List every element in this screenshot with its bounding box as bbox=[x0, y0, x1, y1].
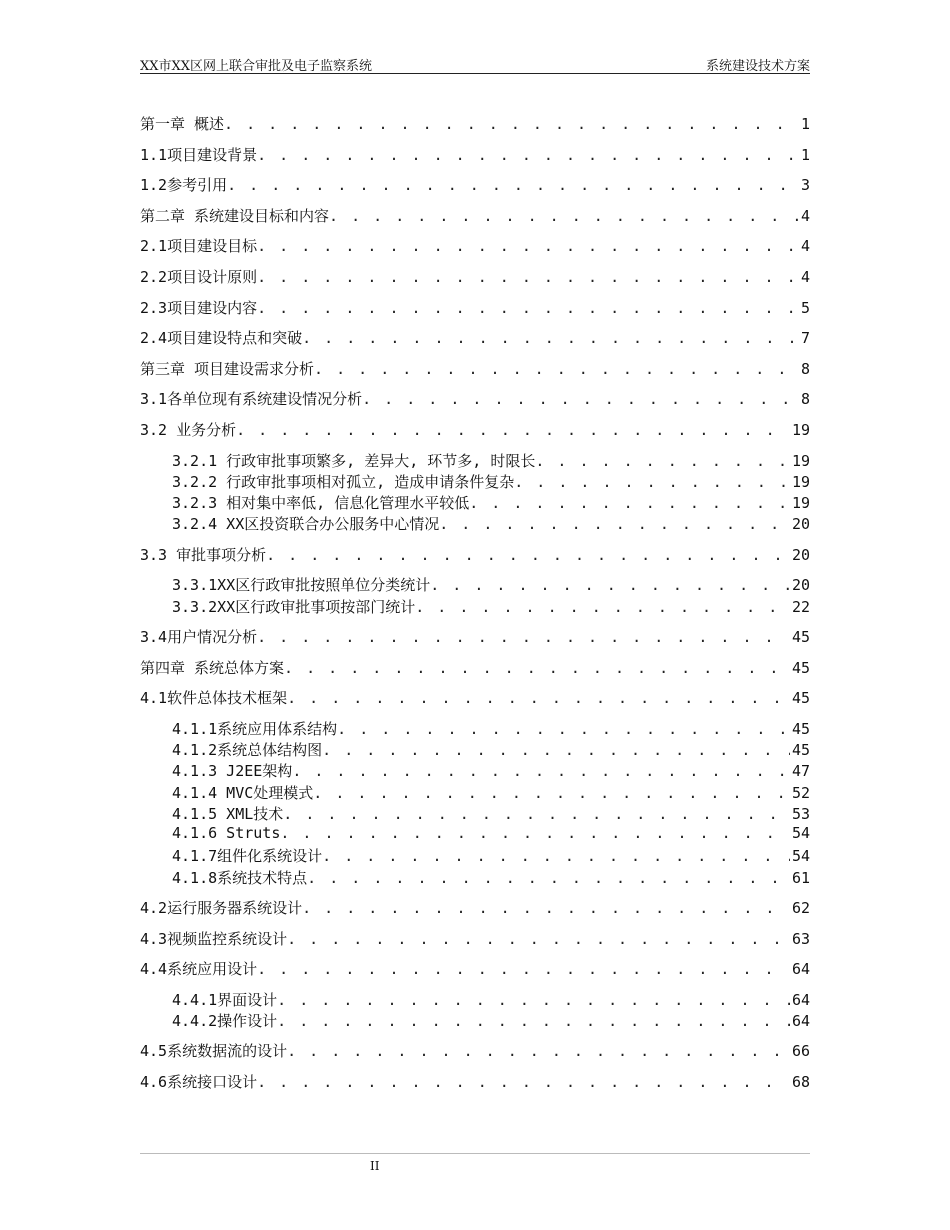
toc-entry[interactable] bbox=[140, 657, 810, 683]
toc-subentry[interactable] bbox=[140, 739, 810, 760]
toc-dot-leader bbox=[469, 494, 790, 512]
toc-page-number: 22 bbox=[791, 597, 810, 616]
toc-page-number: 19 bbox=[791, 451, 810, 470]
toc-entry[interactable] bbox=[140, 544, 810, 570]
toc-page-number: 8 bbox=[800, 390, 810, 409]
toc-page-number: 45 bbox=[791, 689, 810, 708]
toc-subentry[interactable] bbox=[140, 513, 810, 534]
toc-entry[interactable] bbox=[140, 174, 810, 200]
toc-entry[interactable] bbox=[140, 113, 810, 139]
toc-entry-title: 4.1.6 Struts bbox=[172, 824, 281, 843]
toc-dot-leader bbox=[257, 1073, 790, 1091]
toc-dot-leader bbox=[329, 207, 799, 225]
toc-subentry[interactable] bbox=[140, 492, 810, 513]
toc-dot-leader bbox=[302, 329, 799, 347]
toc-entry-title: 3.3.1XX区行政审批按照单位分类统计 bbox=[172, 576, 431, 595]
toc-page-number: 1 bbox=[800, 145, 810, 164]
toc-entry[interactable] bbox=[140, 235, 810, 261]
toc-page-number: 7 bbox=[800, 329, 810, 348]
toc-entry[interactable] bbox=[140, 928, 810, 954]
toc-subentry[interactable] bbox=[140, 1010, 810, 1031]
toc-entry[interactable] bbox=[140, 205, 810, 231]
toc-entry-title: 2.3项目建设内容 bbox=[140, 298, 258, 317]
toc-page-number: 8 bbox=[800, 359, 810, 378]
toc-dot-leader bbox=[280, 824, 790, 842]
toc-entry-title: 4.1软件总体技术框架 bbox=[140, 689, 288, 708]
toc-dot-leader bbox=[257, 146, 799, 164]
toc-page-number: 45 bbox=[791, 627, 810, 646]
toc-entry-title: 3.1各单位现有系统建设情况分析 bbox=[140, 390, 363, 409]
toc-page-number: 5 bbox=[800, 298, 810, 317]
toc-page-number: 61 bbox=[791, 868, 810, 887]
toc-dot-leader bbox=[322, 741, 790, 759]
table-of-contents bbox=[140, 113, 810, 1102]
toc-entry[interactable] bbox=[140, 388, 810, 414]
toc-page-number: 3 bbox=[800, 176, 810, 195]
toc-page-number: 45 bbox=[791, 740, 810, 759]
toc-entry-title: 1.1项目建设背景 bbox=[140, 145, 258, 164]
toc-entry[interactable] bbox=[140, 958, 810, 984]
toc-entry-title: 4.1.7组件化系统设计 bbox=[172, 847, 323, 866]
toc-dot-leader bbox=[287, 930, 790, 948]
toc-page-number: 64 bbox=[791, 960, 810, 979]
toc-entry-title: 第四章 系统总体方案 bbox=[140, 658, 285, 677]
toc-entry-title: 3.3.2XX区行政审批事项按部门统计 bbox=[172, 597, 416, 616]
toc-dot-leader bbox=[236, 421, 790, 439]
toc-entry-title: 4.2运行服务器系统设计 bbox=[140, 899, 303, 918]
toc-page-number: 20 bbox=[791, 545, 810, 564]
toc-subentry[interactable] bbox=[140, 782, 810, 803]
toc-page-number: 47 bbox=[791, 762, 810, 781]
page-footer bbox=[140, 1153, 810, 1173]
toc-page-number: 64 bbox=[791, 1012, 810, 1031]
toc-dot-leader bbox=[224, 115, 799, 133]
toc-subentry[interactable] bbox=[140, 718, 810, 739]
toc-entry[interactable] bbox=[140, 266, 810, 292]
toc-dot-leader bbox=[337, 720, 790, 738]
toc-page-number: 4 bbox=[800, 267, 810, 286]
toc-entry-title: 4.6系统接口设计 bbox=[140, 1073, 258, 1092]
toc-dot-leader bbox=[322, 847, 790, 865]
toc-page-number: 64 bbox=[791, 990, 810, 1009]
toc-entry-title: 4.4.2操作设计 bbox=[172, 1012, 278, 1031]
toc-entry-title: 4.4系统应用设计 bbox=[140, 960, 258, 979]
toc-page-number: 66 bbox=[791, 1042, 810, 1061]
toc-dot-leader bbox=[277, 991, 790, 1009]
toc-page-number: 63 bbox=[791, 929, 810, 948]
toc-dot-leader bbox=[277, 1012, 790, 1030]
toc-dot-leader bbox=[430, 576, 790, 594]
toc-entry-title: 3.2 业务分析 bbox=[140, 420, 237, 439]
toc-page-number: 54 bbox=[791, 847, 810, 866]
toc-entry-title: 4.1.3 J2EE架构 bbox=[172, 762, 293, 781]
toc-dot-leader bbox=[314, 360, 799, 378]
toc-entry[interactable] bbox=[140, 419, 810, 445]
toc-page-number: 45 bbox=[791, 719, 810, 738]
toc-dot-leader bbox=[257, 299, 799, 317]
toc-dot-leader bbox=[284, 659, 790, 677]
toc-dot-leader bbox=[287, 1042, 790, 1060]
toc-dot-leader bbox=[292, 762, 790, 780]
toc-dot-leader bbox=[439, 515, 790, 533]
toc-entry-title: 1.2参考引用 bbox=[140, 176, 228, 195]
toc-subentry[interactable] bbox=[140, 845, 810, 866]
toc-dot-leader bbox=[266, 546, 790, 564]
toc-page-number: 19 bbox=[791, 472, 810, 491]
toc-entry-title: 2.1项目建设目标 bbox=[140, 237, 258, 256]
toc-dot-leader bbox=[313, 784, 790, 802]
toc-subentry[interactable] bbox=[140, 596, 810, 617]
toc-entry-title: 第三章 项目建设需求分析 bbox=[140, 359, 315, 378]
header-section-title: 系统建设技术方案 bbox=[705, 59, 810, 74]
toc-page-number: 19 bbox=[791, 420, 810, 439]
toc-entry-title: 2.2项目设计原则 bbox=[140, 267, 258, 286]
toc-subentry[interactable] bbox=[140, 574, 810, 595]
toc-dot-leader bbox=[362, 390, 799, 408]
toc-entry-title: 2.4项目建设特点和突破 bbox=[140, 329, 303, 348]
toc-entry[interactable] bbox=[140, 327, 810, 353]
page-header bbox=[140, 53, 810, 74]
toc-page-number: 45 bbox=[791, 658, 810, 677]
toc-subentry[interactable] bbox=[140, 824, 810, 845]
toc-subentry[interactable] bbox=[140, 450, 810, 471]
toc-page-number: 1 bbox=[800, 115, 810, 133]
toc-entry-title: 4.4.1界面设计 bbox=[172, 990, 278, 1009]
toc-entry[interactable] bbox=[140, 626, 810, 652]
toc-page-number: 4 bbox=[800, 237, 810, 256]
toc-dot-leader bbox=[415, 598, 790, 616]
toc-page-number: 52 bbox=[791, 783, 810, 802]
toc-dot-leader bbox=[257, 628, 790, 646]
toc-subentry[interactable] bbox=[140, 803, 810, 824]
toc-page-number: 68 bbox=[791, 1073, 810, 1092]
toc-subentry[interactable] bbox=[140, 867, 810, 888]
toc-entry-title: 第二章 系统建设目标和内容 bbox=[140, 206, 330, 225]
toc-entry-title: 3.2.1 行政审批事项繁多, 差异大, 环节多, 时限长 bbox=[172, 451, 536, 470]
toc-dot-leader bbox=[227, 176, 799, 194]
toc-entry-title: 4.5系统数据流的设计 bbox=[140, 1042, 288, 1061]
toc-entry-title: 4.1.8系统技术特点 bbox=[172, 868, 308, 887]
toc-entry-title: 3.3 审批事项分析 bbox=[140, 545, 267, 564]
toc-entry-title: 3.2.2 行政审批事项相对孤立, 造成申请条件复杂 bbox=[172, 472, 515, 491]
toc-entry[interactable] bbox=[140, 144, 810, 170]
toc-page-number: 20 bbox=[791, 576, 810, 595]
toc-entry[interactable] bbox=[140, 897, 810, 923]
toc-page-number: 4 bbox=[800, 206, 810, 225]
toc-dot-leader bbox=[535, 452, 790, 470]
toc-dot-leader bbox=[257, 960, 790, 978]
toc-entry-title: 4.1.4 MVC处理模式 bbox=[172, 783, 314, 802]
toc-dot-leader bbox=[302, 899, 790, 917]
toc-entry-title: 4.1.1系统应用体系结构 bbox=[172, 719, 338, 738]
header-document-title: XX市XX区网上联合审批及电子监察系统 bbox=[140, 59, 373, 74]
toc-dot-leader bbox=[257, 268, 799, 286]
toc-entry-title: 3.4用户情况分析 bbox=[140, 627, 258, 646]
toc-page-number: 54 bbox=[791, 824, 810, 843]
toc-page-number: 62 bbox=[791, 899, 810, 918]
toc-entry[interactable] bbox=[140, 358, 810, 384]
toc-subentry[interactable] bbox=[140, 471, 810, 492]
toc-entry[interactable] bbox=[140, 687, 810, 713]
toc-page-number: 19 bbox=[791, 494, 810, 513]
toc-entry-title: 3.2.4 XX区投资联合办公服务中心情况 bbox=[172, 515, 440, 534]
toc-dot-leader bbox=[283, 805, 790, 823]
toc-entry-title: 3.2.3 相对集中率低, 信息化管理水平较低 bbox=[172, 494, 470, 513]
footer-page-number: II bbox=[370, 1159, 380, 1173]
toc-entry[interactable] bbox=[140, 1040, 810, 1066]
toc-entry-title: 4.1.2系统总体结构图 bbox=[172, 740, 323, 759]
toc-entry-title: 4.3视频监控系统设计 bbox=[140, 929, 288, 948]
toc-page-number: 20 bbox=[791, 515, 810, 534]
toc-entry[interactable] bbox=[140, 297, 810, 323]
toc-dot-leader bbox=[257, 237, 799, 255]
toc-entry[interactable] bbox=[140, 1071, 810, 1097]
toc-entry-title: 4.1.5 XML技术 bbox=[172, 804, 284, 823]
toc-subentry[interactable] bbox=[140, 760, 810, 781]
toc-entry-title: 第一章 概述 bbox=[140, 115, 225, 133]
toc-dot-leader bbox=[287, 689, 790, 707]
toc-subentry[interactable] bbox=[140, 989, 810, 1010]
toc-dot-leader bbox=[307, 869, 790, 887]
toc-dot-leader bbox=[514, 473, 790, 491]
toc-page-number: 53 bbox=[791, 804, 810, 823]
